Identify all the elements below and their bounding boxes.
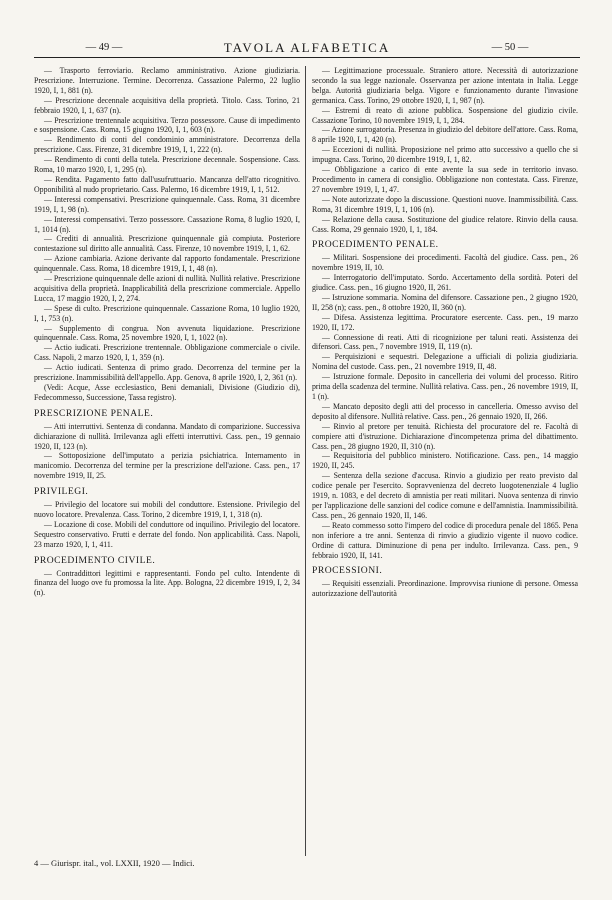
section-heading: PRESCRIZIONE PENALE.	[34, 407, 154, 419]
index-entry: — Interrogatorio dell'imputato. Sordo. Accertamento della sordità. Poteri del giudice. Cass. pen., 16 giugno 1920, II, 261.	[312, 273, 578, 293]
index-entry: — Estremi di reato di azione pubblica. Sospensione del giudizio civile. Cassazione Torino, 10 novembre 1919, I, 1, 284.	[312, 105, 578, 125]
header-rule	[34, 57, 580, 58]
index-entry: — Contraddittori legittimi e rappresentanti. Fondo pel culto. Intendente di finanza del luogo ove fu promossa la lite. App. Bologna, 22 dicembre 1919, I, 2, 34 (n).	[34, 568, 300, 598]
index-entry: — Prescrizione quinquennale delle azioni di nullità. Nullità relative. Prescrizione acquisitiva della proprietà. Inapplicabilità della prescrizione commerciale. Appello Lucca, 17 maggio 1920, I, 2, 274.	[34, 274, 300, 303]
index-entry: — Spese di culto. Prescrizione quinquennale. Cassazione Roma, 10 luglio 1920, I, 1, 753 (n).	[34, 303, 300, 323]
index-entry: — Sottoposizione dell'imputato a perizia psichiatrica. Internamento in manicomio. Decorrenza del termine per la prescrizione dell'azione. Cass. pen., 17 novembre 1919, II, 25.	[34, 451, 300, 481]
page-header	[34, 40, 580, 58]
index-entry: — Eccezioni di nullità. Proposizione nel primo atto successivo a quello che si impugna. Cass. Torino, 20 dicembre 1919, I, 1, 82.	[312, 145, 578, 165]
page-number-left: — 49 —	[85, 42, 123, 53]
index-entry: — Rendimento di conti della tutela. Prescrizione decennale. Sospensione. Cass. Roma, 10 marzo 1920, I, 1, 295 (n).	[34, 155, 300, 175]
index-entry: — Rendita. Pagamento fatto dall'usufruttuario. Mancanza dell'atto ricognitivo. Opponibilità al nudo proprietario. Cass. Palermo, 16 dicembre 1919, I, 1, 512.	[34, 174, 300, 194]
index-entry: — Actio iudicati. Sentenza di primo grado. Decorrenza del termine per la prescrizione. Inammissibilità dell'appello. App. Genova, 8 aprile 1920, I, 2, 361 (n).	[34, 363, 300, 383]
column-separator	[305, 66, 306, 856]
section-heading: PROCEDIMENTO CIVILE.	[34, 554, 156, 566]
index-entry: — Note autorizzate dopo la discussione. Questioni nuove. Inammissibilità. Cass. Roma, 31 dicembre 1919, I, 1, 106 (n).	[312, 194, 578, 214]
index-entry: — Perquisizioni e sequestri. Delegazione a ufficiali di polizia giudiziaria. Nomina del custode. Cass. pen., 21 novembre 1919, II, 48.	[312, 352, 578, 372]
index-entry: — Azione surrogatoria. Presenza in giudizio del debitore dell'attore. Cass. Roma, 8 aprile 1920, I, 1, 420 (n).	[312, 125, 578, 145]
index-entry: — Obbligazione a carico di ente avente la sua sede in territorio invaso. Procedimento in camera di consiglio. Obbligazione non contestata. Cass. Firenze, 27 novembre 1919, I, 1, 47.	[312, 165, 578, 194]
index-entry: — Supplemento di congrua. Non avvenuta liquidazione. Prescrizione quinquennale. Cass. Roma, 25 novembre 1920, I, 1, 1022 (n).	[34, 323, 300, 343]
index-entry: — Requisitoria del pubblico ministero. Notificazione. Cass. pen., 14 maggio 1920, II, 245.	[312, 451, 578, 471]
left-column	[34, 66, 300, 856]
index-entry: — Militari. Sospensione dei procedimenti. Facoltà del giudice. Cass. pen., 26 novembre 1919, II, 10.	[312, 253, 578, 273]
index-entry: — Relazione della causa. Sostituzione del giudice relatore. Rinvio della causa. Cass. Roma, 29 gennaio 1920, I, 1, 184.	[312, 214, 578, 234]
index-entry: — Azione cambiaria. Azione derivante dal rapporto fondamentale. Prescrizione quinquennale. Cass. Roma, 18 dicembre 1919, I, 1, 48 (n).	[34, 254, 300, 274]
index-entry: — Istruzione formale. Deposito in cancelleria dei volumi del processo. Ritiro prima della scadenza del termine. Nullità relativa. Cass. pen., 26 novembre 1919, II, 1 (n).	[312, 372, 578, 401]
index-entry: — Interessi compensativi. Terzo possessore. Cassazione Roma, 8 luglio 1920, I, 1, 1014 (n).	[34, 214, 300, 234]
index-entry: — Difesa. Assistenza legittima. Procuratore esercente. Cass. pen., 19 marzo 1920, II, 172.	[312, 312, 578, 332]
index-entry: — Prescrizione decennale acquisitiva della proprietà. Titolo. Cass. Torino, 21 febbraio 1920, I, 1, 637 (n).	[34, 95, 300, 115]
index-entry: — Prescrizione trentennale acquisitiva. Terzo possessore. Cause di impedimento e sospensione. Cass. Roma, 15 giugno 1920, I, 1, 603 (n).	[34, 115, 300, 135]
index-entry: — Crediti di annualità. Prescrizione quinquennale già compiuta. Posteriore contestazione sul diritto alle annualità. Cass. Firenze, 10 novembre 1919, I, 1, 62.	[34, 234, 300, 254]
index-entry: — Atti interruttivi. Sentenza di condanna. Mandato di comparizione. Successiva dichiarazione di nullità. Irrilevanza agli effetti interruttivi. Cass. pen., 19 gennaio 1920, II, 123 (n).	[34, 421, 300, 451]
page-number-right: — 50 —	[491, 42, 529, 53]
index-entry: — Locazione di cose. Mobili del conduttore od inquilino. Privilegio del locatore. Sequestro conservativo. Frutti e derrate del fondo. Non applicabilità. Cass. Napoli, 23 marzo 1920, I, 1, 411.	[34, 519, 300, 549]
index-entry: — Mancato deposito degli atti del processo in cancelleria. Omesso avviso del deposito al difensore. Nullità relative. Cass. pen., 26 gennaio 1920, II, 266.	[312, 401, 578, 421]
index-entry: — Actio iudicati. Prescrizione trentennale. Obbligazione commerciale o civile. Cass. Napoli, 2 marzo 1920, I, 1, 359 (n).	[34, 343, 300, 363]
section-heading: PROCESSIONI.	[312, 565, 383, 577]
index-entry: — Interessi compensativi. Prescrizione quinquennale. Cass. Roma, 31 dicembre 1919, I, 1, 98 (n).	[34, 194, 300, 214]
index-entry: — Istruzione sommaria. Nomina del difensore. Cassazione pen., 2 giugno 1920, II, 258 (n); cass. pen., 8 ottobre 1920, II, 360 (n).	[312, 292, 578, 312]
right-column	[312, 66, 578, 856]
index-entry: — Requisiti essenziali. Preordinazione. Improvvisa riunione di persone. Omessa autorizzazione dell'autorità	[312, 579, 578, 599]
section-heading: PROCEDIMENTO PENALE.	[312, 239, 439, 251]
cross-reference-note: (Vedi: Acque, Asse ecclesiastico, Beni demaniali, Divisione (Giudizio di), Fedecommesso, Successione, Tassa registro).	[34, 383, 300, 402]
index-entry: — Connessione di reati. Atti di ricognizione per taluni reati. Assistenza dei difensori. Cass. pen., 7 novembre 1919, II, 119 (n).	[312, 332, 578, 352]
page-footer: 4 — Giurispr. ital., vol. LXXII, 1920 — Indici.	[34, 858, 195, 868]
index-entry: — Rinvio al pretore per tenuità. Richiesta del procuratore del re. Facoltà di compiere atti d'istruzione. Dichiarazione d'incompetenza prima del dibattimento. Cass. pen., 28 giugno 1920, II, 310 (n).	[312, 421, 578, 451]
section-heading: PRIVILEGI.	[34, 486, 89, 498]
index-entry: — Rendimento di conti del condominio amministratore. Decorrenza della prescrizione. Cass. Firenze, 31 dicembre 1919, I, 1, 222 (n).	[34, 135, 300, 155]
index-entry: — Sentenza della sezione d'accusa. Rinvio a giudizio per reato previsto dal codice penale per l'esercito. Sopravvenienza del decreto luogotenenziale 4 luglio 1919, n. 1083, e del decreto di amnistia per reati militari. Nuova sentenza di rinvio per l'applicazione delle sanzioni del codice comune e dell'amnistia. Inammissibilità. Cass. pen., 26 gennaio 1920, II, 146.	[312, 471, 578, 520]
page-title: TAVOLA ALFABETICA	[223, 40, 391, 55]
index-entry: — Legittimazione processuale. Straniero attore. Necessità di autorizzazione secondo la sua legge nazionale. Osservanza per azione intentata in Italia. Legge belga. Autorità giudiziaria belga. Vigore e funzionamento durante l'invasione germanica. Cass. Torino, 29 ottobre 1920, I, 1, 987 (n).	[312, 66, 578, 105]
index-entry: — Reato commesso sotto l'impero del codice di procedura penale del 1865. Pena non inferiore a tre anni. Sentenza di rinvio a giudizio vigente il nuovo codice. Ordine di cattura. Diminuzione di pena per indulto. Irrilevanza. Cass. pen., 9 febbraio 1920, II, 141.	[312, 520, 578, 560]
index-entry: — Privilegio del locatore sui mobili del conduttore. Estensione. Privilegio del nuovo locatore. Prevalenza. Cass. Torino, 2 dicembre 1919, I, 1, 318 (n).	[34, 500, 300, 519]
index-entry: — Trasporto ferroviario. Reclamo amministrativo. Azione giudiziaria. Prescrizione. Interruzione. Termine. Decorrenza. Cassazione Palermo, 22 luglio 1920, I, 1, 881 (n).	[34, 66, 300, 95]
